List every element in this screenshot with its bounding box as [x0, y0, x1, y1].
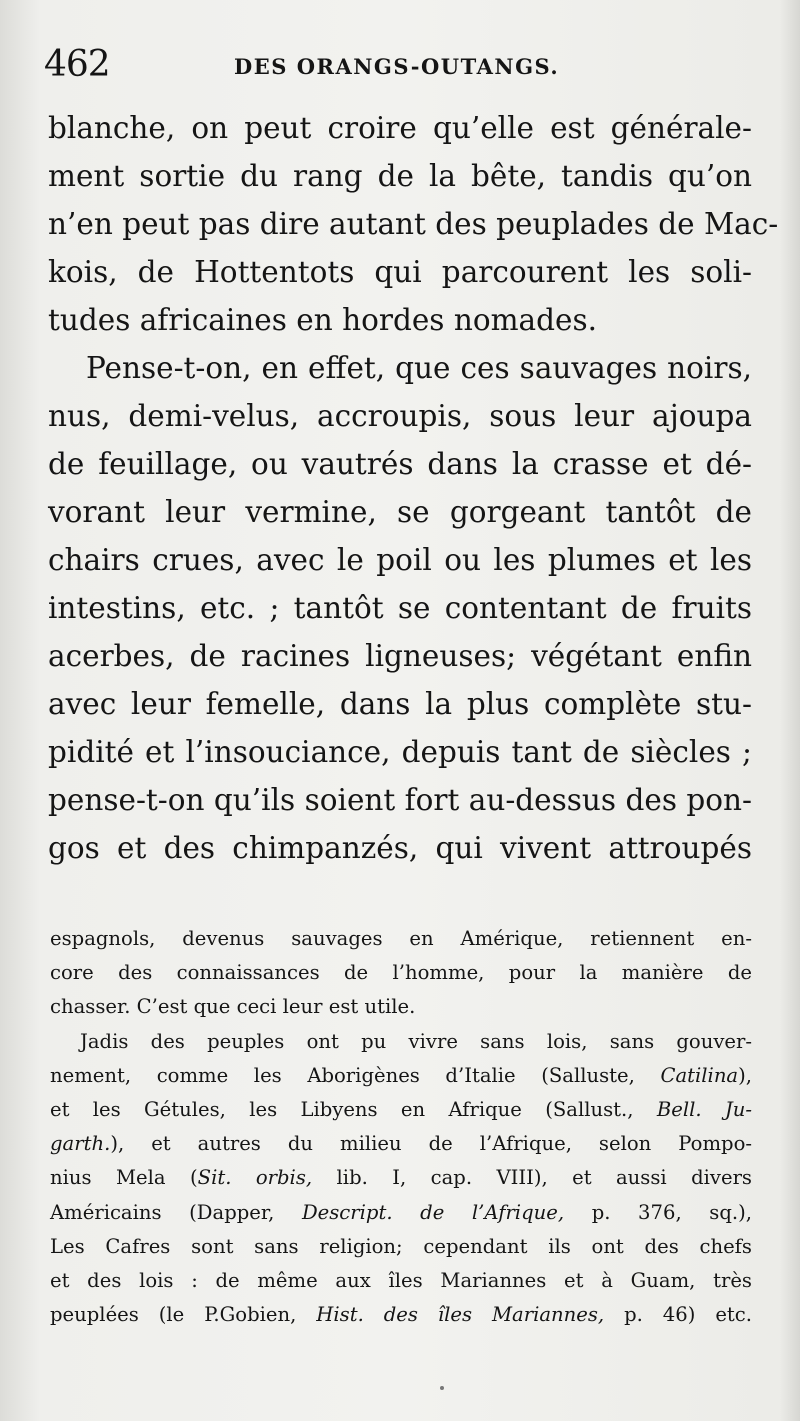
footnote-line: garth.), et autres du milieu de l’Afrique, selon Pompo- [50, 1132, 752, 1156]
text-line: pidité et l’insouciance, depuis tant de siècles ; [48, 735, 752, 769]
text-line: ment sortie du rang de la bête, tandis qu’on [48, 159, 752, 193]
footnote-line: nement, comme les Aborigènes d’Italie (Salluste, Catilina), [50, 1063, 752, 1087]
footnote-line: Américains (Dapper, Descript. de l’Afrique, p. 376, sq.), [50, 1200, 752, 1224]
main-text [48, 104, 779, 872]
running-title: DES ORANGS-OUTANGS. [234, 54, 560, 79]
footnote-line: et des lois : de même aux îles Mariannes et à Guam, très [50, 1268, 752, 1292]
text-line: pense-t-on qu’ils soient fort au-dessus des pon- [48, 783, 752, 817]
ink-speck [440, 1386, 444, 1390]
footnote-line: nius Mela (Sit. orbis, lib. I, cap. VIII), et aussi divers [50, 1166, 752, 1190]
footnote-line: Les Cafres sont sans religion; cependant ils ont des chefs [50, 1234, 752, 1258]
footnote-line: core des connaissances de l’homme, pour la manière de [50, 961, 752, 985]
page-header [44, 44, 764, 94]
text-line: de feuillage, ou vautrés dans la crasse et dé- [48, 447, 752, 481]
text-line: Pense-t-on, en effet, que ces sauvages noirs, [86, 351, 752, 385]
text-line: tudes africaines en hordes nomades. [48, 303, 598, 337]
text-line: gos et des chimpanzés, qui vivent attroupés [48, 831, 752, 865]
text-line: n’en peut pas dire autant des peuplades de Mac- [48, 207, 779, 241]
text-line: kois, de Hottentots qui parcourent les soli- [48, 255, 752, 289]
text-line: intestins, etc. ; tantôt se contentant de fruits [48, 591, 752, 625]
footnote-line: chasser. C’est que ceci leur est utile. [50, 995, 416, 1019]
page-number: 462 [44, 44, 110, 85]
footnote-line: et les Gétules, les Libyens en Afrique (Sallust., Bell. Ju- [50, 1097, 752, 1121]
text-line: blanche, on peut croire qu’elle est générale- [48, 111, 752, 145]
footnote-line: espagnols, devenus sauvages en Amérique, retiennent en- [50, 927, 752, 950]
text-line: nus, demi-velus, accroupis, sous leur ajoupa [48, 399, 752, 433]
text-line: chairs crues, avec le poil ou les plumes et les [48, 543, 752, 577]
footnote [50, 922, 752, 1332]
text-line: avec leur femelle, dans la plus complète stu- [48, 687, 752, 721]
footnote-line: Jadis des peuples ont pu vivre sans lois, sans gouver- [80, 1029, 752, 1053]
text-line: acerbes, de racines ligneuses; végétant enfin [48, 639, 752, 673]
text-line: vorant leur vermine, se gorgeant tantôt de [48, 495, 752, 529]
footnote-line: peuplées (le P.Gobien, Hist. des îles Mariannes, p. 46) etc. [50, 1303, 752, 1327]
